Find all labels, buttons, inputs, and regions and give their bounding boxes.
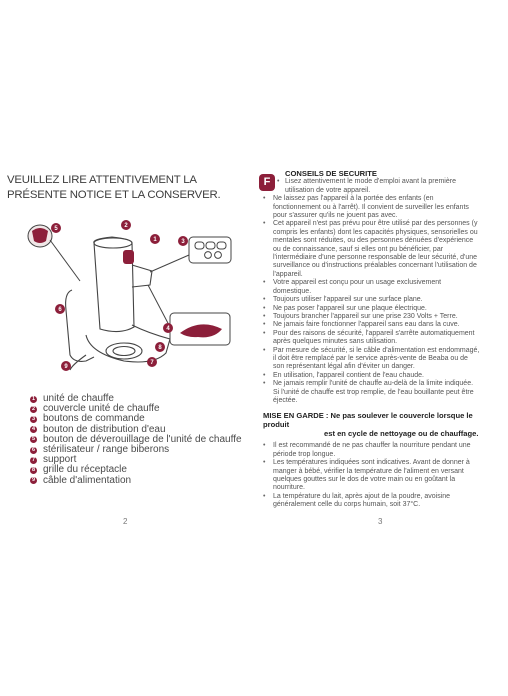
svg-text:1: 1 [153,237,157,243]
legend-number-badge: 3 [31,415,36,422]
list-item: • Il est recommandé de ne pas chauffer la nourriture pendant une période trop longue. [263,442,481,459]
svg-text:3: 3 [181,239,185,245]
legend-label: stérilisateur / range biberons [43,444,170,456]
legend-label: couvercle unité de chauffe [43,403,160,415]
page-number-left: 2 [123,517,128,526]
list-item: • Par mesure de sécurité, si le câble d'alimentation est endommagé, il doit être remplacé par le service après-vente de Beaba ou de son représentant légal afin d'éviter un danger. [263,347,481,372]
svg-text:8: 8 [158,345,162,351]
warning-line-2: est en cycle de nettoyage ou de chauffage. [324,429,479,439]
svg-text:4: 4 [166,326,170,332]
legend-label: bouton de déverouillage de l'unité de chauffe [43,433,242,445]
list-item: • Pour des raisons de sécurité, l'appareil s'arrête automatiquement après quelques minutes sans utilisation. [263,330,481,347]
list-item: • Ne laissez pas l'appareil à la portée des enfants (en fonctionnement ou à l'arrêt). Il convient de surveiller les enfants pour s'assurer qu'ils ne jouent pas avec. [263,195,481,220]
svg-text:2: 2 [124,223,128,229]
list-item: • Ne pas poser l'appareil sur une plaque électrique. [263,305,481,313]
legend-item [30,476,260,486]
list-item: • La température du lait, après ajout de la poudre, avoisine généralement celle du corps humain, soit 37°C. [263,493,481,510]
legend-number-badge: 7 [31,456,36,463]
safety-list [263,178,481,405]
svg-text:9: 9 [64,364,68,370]
section-title: CONSEILS DE SECURITE [285,169,377,178]
warning-line-1: MISE EN GARDE : Ne pas soulever le couvercle lorsque le produit [263,411,473,430]
list-item: • Lisez attentivement le mode d'emploi avant la première utilisation de votre appareil. [285,178,481,195]
legend-label: câble d'alimentation [43,474,132,486]
list-item: • Ne jamais faire fonctionner l'appareil sans eau dans la cuve. [263,321,481,329]
parts-legend [30,394,260,486]
list-item: • Toujours utiliser l'appareil sur une surface plane. [263,296,481,304]
language-badge: F [259,174,275,191]
temperature-list [263,442,481,509]
legend-label: unité de chauffe [43,393,114,405]
legend-item [30,465,260,475]
legend-number-badge: 4 [31,426,36,433]
svg-text:7: 7 [150,360,154,366]
list-item: • En utilisation, l'appareil contient de l'eau chaude. [263,372,481,380]
warning-block [263,411,481,438]
appliance-illustration [20,215,245,375]
legend-label: bouton de distribution d'eau [43,423,166,435]
legend-number-badge: 9 [31,477,36,484]
list-item: • Toujours brancher l'appareil sur une prise 230 Volts + Terre. [263,313,481,321]
legend-number-badge: 8 [31,466,36,473]
legend-number-badge: 2 [31,405,36,412]
list-item: • Les températures indiquées sont indicatives. Avant de donner à manger à bébé, vérifier la température de l'aliment en versant quelques gouttes sur le dos de votre main ou en goûtant la nourriture. [263,459,481,493]
legend-label: support [43,454,77,466]
legend-label: boutons de commande [43,413,145,425]
page-number-right: 3 [378,517,383,526]
list-item: • Votre appareil est conçu pour un usage exclusivement domestique. [263,279,481,296]
page-heading: VEUILLEZ LIRE ATTENTIVEMENT LA PRÉSENTE NOTICE ET LA CONSERVER. [7,174,221,201]
list-item: • Ne jamais remplir l'unité de chauffe au-delà de la limite indiquée. Si l'unité de chauffe est trop remplie, de l'eau bouillante peut être éjectée. [263,380,481,405]
svg-text:5: 5 [54,226,58,232]
svg-text:6: 6 [58,307,62,313]
safety-column [263,170,481,510]
list-item: • Cet appareil n'est pas prévu pour être utilisé par des personnes (y compris les enfants) dont les capacités physiques, sensorielles ou mentales sont réduites, ou des personnes dénuées d'expérience ou de connaissance, sauf si elles ont pu bénéficier, par l'intermédiaire d'une personne responsable de leur sécurité, d'une surveillance ou d'instructions préalables concernant l'utilisation de l'appareil. [263,220,481,279]
legend-number-badge: 6 [31,446,36,453]
legend-number-badge: 5 [31,436,36,443]
legend-label: grille du réceptacle [43,464,127,476]
legend-number-badge: 1 [31,395,36,402]
